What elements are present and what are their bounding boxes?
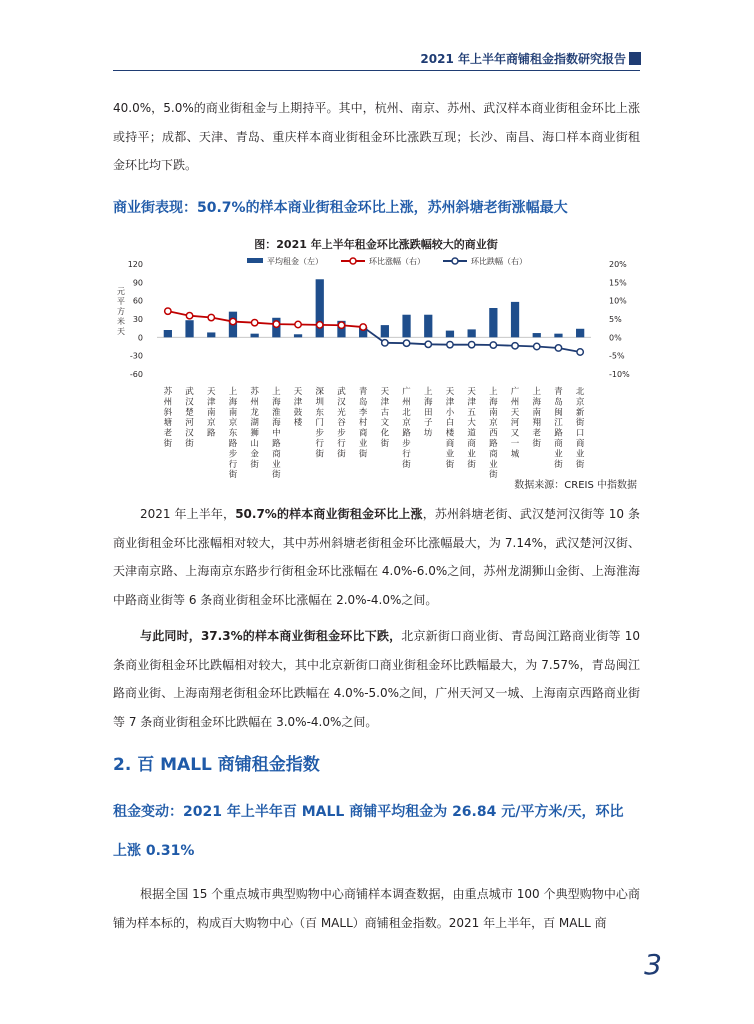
x-tick-label-char: 业 (358, 439, 368, 449)
x-tick-label-char: 湖 (250, 418, 259, 429)
y-tick-label: 120 (127, 260, 143, 269)
rise-rest: ，苏州斜塘老街、武汉楚河汉街等 10 条商业街租金环比涨幅相对较大，其中苏州斜塘老街租金环比涨幅最大，为 7.14%，武汉楚河汉街、天津南京路、上海南京东路步行街租金环比涨幅在 4.0%-6.0%之间，苏州龙湖狮山金街、上海淮海中路商业街等 6 条商业街租金环比涨幅在 2.0%-4.0%之间。 (113, 507, 640, 607)
x-tick-label-char: 步 (402, 439, 411, 449)
x-tick-label (185, 386, 194, 449)
x-tick-label-char: 上 (532, 387, 542, 397)
x-tick-label-char: 行 (402, 449, 411, 460)
x-tick-label-char: 南 (206, 407, 216, 418)
x-tick-label-char: 中 (272, 428, 281, 439)
x-tick-label-char: 街 (163, 439, 173, 449)
x-tick-label-char: 商 (554, 439, 563, 449)
x-tick-label-char: 海 (228, 397, 238, 408)
x-tick-label-char: 街 (575, 459, 585, 470)
x-tick-label (250, 386, 259, 470)
x-tick-label-char: 口 (575, 428, 585, 439)
fall-line (385, 343, 580, 352)
x-tick-label-char: 新 (575, 407, 585, 418)
fall-point (490, 342, 496, 348)
x-tick-label (424, 386, 433, 439)
x-tick-label-char: 古 (380, 407, 390, 418)
y2-tick-label: 10% (609, 296, 627, 306)
x-tick-label-char: 业 (445, 449, 455, 460)
x-tick-label-char: 南 (489, 407, 498, 418)
x-tick-label (576, 386, 585, 470)
x-tick-label-char: 淮 (272, 407, 281, 418)
x-tick-label (381, 387, 390, 449)
x-tick-label-char: 楚 (185, 407, 194, 418)
legend-marker-fall (452, 258, 458, 264)
x-tick-label-char: 路 (554, 428, 563, 439)
y-tick-label: 0 (137, 333, 143, 343)
x-tick-label-char: 广 (402, 387, 411, 397)
x-tick-label-char: 老 (532, 428, 542, 439)
rent-bar (294, 334, 302, 337)
x-tick-label-char: 村 (358, 418, 368, 429)
x-tick-label-char: 天 (467, 387, 476, 397)
x-tick-label-char: 武 (185, 387, 194, 397)
legend-label-fall: 环比跌幅（右） (471, 257, 527, 266)
x-tick-label-char: 深 (315, 387, 325, 397)
fall-point (512, 343, 518, 349)
x-tick-label (446, 387, 455, 470)
x-tick-label-char: 街 (228, 470, 238, 481)
x-tick-label-char: 津 (206, 397, 216, 408)
x-tick-label-char: 上 (489, 387, 498, 397)
rise-line (168, 311, 363, 327)
y-tick-label: 90 (132, 278, 143, 288)
y2-tick-label: 15% (609, 278, 627, 288)
rent-change-chart (113, 232, 640, 494)
x-tick-label-char: 路 (272, 439, 281, 449)
rise-point (230, 318, 236, 324)
x-tick-label-char: 业 (554, 449, 563, 460)
x-tick-label-char: 青 (554, 387, 563, 397)
fall-point (425, 341, 431, 347)
x-tick-label-char: 广 (510, 387, 520, 397)
rent-bar (446, 331, 454, 338)
x-tick-label (229, 386, 238, 480)
x-tick-label-char: 街 (554, 459, 563, 470)
rise-bold: 50.7%的样本商业街租金环比上涨 (235, 507, 423, 521)
legend-label-rent: 平均租金（左） (267, 257, 323, 266)
x-tick-label-char: 京 (575, 397, 585, 408)
x-tick-label-char: 化 (380, 428, 390, 439)
report-title-header: 2021 年上半年商铺租金指数研究报告 (420, 52, 626, 66)
x-tick-label-char: 楼 (445, 428, 455, 439)
y2-tick-label: 20% (609, 260, 627, 269)
x-tick-label-char: 金 (250, 449, 259, 460)
rise-point (251, 319, 257, 325)
y-tick-label: 30 (132, 315, 143, 324)
x-tick-label-char: 上 (228, 387, 238, 397)
x-tick-label-char: 街 (380, 439, 390, 449)
x-tick-label-char: 街 (272, 470, 281, 481)
x-tick-label-char: 商 (272, 449, 281, 460)
x-tick-label-char: 鼓 (293, 407, 303, 418)
chart-legend (247, 256, 527, 266)
x-tick-label-char: 街 (315, 449, 325, 460)
y-axis-label-char: 平 (117, 297, 125, 306)
x-tick-label-char: 一 (510, 439, 520, 449)
x-tick-label-char: 坊 (423, 428, 433, 439)
rise-point (186, 313, 192, 319)
x-tick-label-char: 翔 (532, 418, 542, 429)
x-tick-label-char: 光 (337, 407, 346, 418)
x-tick-label-char: 五 (467, 407, 476, 418)
paragraph-rise (113, 500, 640, 614)
x-tick-label-char: 青 (358, 387, 368, 397)
x-tick-label-char: 天 (445, 387, 455, 397)
x-tick-label (467, 387, 476, 470)
x-tick-label-char: 天 (510, 407, 520, 418)
x-tick-label-char: 江 (554, 418, 563, 429)
header-divider (113, 70, 640, 71)
x-tick-label-char: 街 (358, 449, 368, 460)
paragraph-fall (113, 622, 640, 736)
x-tick-label-char: 北 (402, 407, 411, 418)
x-tick-label-char: 苏 (163, 387, 173, 397)
x-tick-label-char: 天 (380, 387, 390, 397)
rent-bar (554, 334, 562, 338)
rent-bar (533, 333, 541, 337)
legend-marker-rise (350, 258, 356, 264)
x-tick-label-char: 上 (272, 387, 281, 397)
rent-bar (468, 329, 476, 337)
intro-paragraph: 40.0%，5.0%的商业街租金与上期持平。其中，杭州、南京、苏州、武汉样本商业街租金环比上涨或持平；成都、天津、青岛、重庆样本商业街租金环比涨跌互现；长沙、南昌、海口样本商业街租金环比均下跌。 (113, 101, 640, 172)
x-tick-label-char: 津 (445, 397, 455, 408)
x-tick-label-char: 又 (510, 428, 520, 439)
x-tick-label-char: 京 (489, 418, 498, 429)
x-tick-label (315, 387, 324, 459)
x-tick-label-char: 津 (380, 397, 390, 408)
chart-axes (117, 260, 630, 379)
rent-bar (185, 320, 193, 337)
x-tick-label-char: 楼 (293, 418, 303, 429)
fall-point (468, 341, 474, 347)
rent-bar (381, 325, 389, 337)
x-tick-label-char: 海 (272, 418, 281, 429)
x-tick-label-char: 路 (228, 439, 238, 449)
x-tick-label-char: 州 (510, 397, 520, 408)
chart-container (113, 232, 640, 494)
x-tick-label-char: 津 (293, 397, 303, 408)
subheading-commercial-street: 商业街表现：50.7%的样本商业街租金环比上涨，苏州斜塘老街涨幅最大 (113, 200, 568, 216)
rise-point (295, 321, 301, 327)
fall-point (555, 345, 561, 351)
x-tick-label-char: 州 (402, 397, 411, 408)
rent-bar (207, 332, 215, 337)
x-tick-label-char: 津 (467, 397, 476, 408)
y2-tick-label: 0% (609, 333, 622, 343)
x-tick-label-char: 行 (315, 439, 325, 449)
rent-bar (576, 329, 584, 338)
x-tick-label-char: 业 (272, 459, 281, 470)
x-tick-label-char: 州 (250, 397, 259, 408)
x-tick-label-char: 业 (575, 449, 585, 460)
x-tick-label (554, 386, 563, 470)
legend-swatch-rent (247, 258, 263, 263)
y2-tick-label: -10% (609, 370, 630, 379)
x-tick-label-char: 塘 (163, 418, 173, 429)
x-tick-label-char: 州 (163, 397, 173, 408)
x-tick-label-char: 北 (575, 387, 585, 397)
y-tick-label: -60 (129, 370, 143, 379)
y-axis-label-char: 方 (117, 307, 125, 316)
rent-bar (251, 334, 259, 338)
x-tick-label-char: 京 (228, 418, 238, 429)
x-tick-label-char: 街 (402, 459, 411, 470)
x-tick-label-char: 武 (337, 387, 346, 397)
x-tick-label (532, 386, 541, 449)
x-tick-label-char: 斜 (163, 407, 173, 418)
y-tick-label: 60 (132, 296, 143, 306)
x-tick-label-char: 闽 (554, 407, 563, 418)
rise-point (273, 321, 279, 327)
x-tick-label-char: 街 (467, 459, 476, 470)
x-tick-label-char: 圳 (315, 397, 325, 408)
y-axis-label (117, 287, 125, 336)
section-2-paragraph: 根据全国 15 个重点城市典型购物中心商铺样本调查数据，由重点城市 100 个典型购物中心商铺为样本标的，构成百大购物中心（百 MALL）商铺租金指数。2021 年上半年，百 MALL 商 (113, 887, 640, 930)
x-tick-label-char: 龙 (250, 407, 259, 418)
rise-lead: 2021 年上半年， (140, 507, 236, 521)
x-tick-label-char: 天 (293, 387, 303, 397)
x-tick-label-char: 海 (272, 397, 281, 408)
x-tick-label-char: 上 (423, 387, 433, 397)
x-tick-label (511, 386, 520, 459)
x-tick-label-char: 商 (445, 439, 455, 449)
x-tick-label-char: 步 (228, 449, 238, 460)
rise-point (317, 322, 323, 328)
section-2-subheading-line2: 上涨 0.31% (113, 843, 195, 859)
x-tick-label-char: 谷 (337, 418, 346, 429)
x-tick-label-char: 河 (510, 418, 520, 429)
x-tick-label-char: 行 (228, 459, 238, 470)
x-tick-label-char: 海 (489, 397, 498, 408)
x-tick-label-char: 路 (489, 439, 498, 449)
x-tick-label-char: 商 (575, 439, 585, 449)
x-tick-label-char: 南 (228, 407, 238, 418)
x-tick-label-char: 文 (380, 418, 390, 429)
x-tick-label (272, 386, 281, 480)
x-tick-label (337, 386, 346, 459)
fall-point (577, 349, 583, 355)
x-tick-label-char: 南 (532, 407, 542, 418)
x-tick-label-char: 街 (575, 418, 585, 429)
x-tick-label-char: 汉 (185, 428, 194, 439)
x-tick-label-char: 街 (445, 459, 455, 470)
x-tick-label-char: 行 (337, 439, 346, 449)
x-tick-label-char: 海 (423, 397, 433, 408)
y-axis-label-char: 元 (117, 287, 125, 296)
x-tick-label-char: 河 (185, 418, 194, 429)
x-tick-label (402, 386, 411, 470)
x-tick-label-char: 街 (489, 470, 498, 481)
x-tick-label (294, 387, 303, 428)
rise-point (208, 314, 214, 320)
x-tick-label (207, 387, 216, 439)
x-tick-label-char: 商 (489, 449, 498, 460)
x-tick-label-char: 京 (206, 418, 216, 429)
x-tick-label-char: 路 (402, 428, 411, 439)
x-tick-label-char: 狮 (250, 428, 259, 439)
x-tick-label-char: 街 (337, 449, 346, 460)
x-tick-label-char: 路 (206, 428, 216, 439)
chart-title: 图：2021 年上半年租金环比涨跌幅较大的商业街 (254, 238, 498, 251)
y2-tick-label: 5% (609, 315, 622, 324)
rent-bar (402, 315, 410, 338)
rise-point (360, 324, 366, 330)
x-tick-label-char: 田 (423, 407, 433, 418)
chart-bars (164, 279, 585, 337)
x-tick-label-char: 老 (163, 428, 173, 439)
rent-bar (511, 302, 519, 337)
x-tick-label-char: 山 (250, 439, 259, 449)
x-tick-label-char: 东 (228, 428, 238, 439)
rise-point (338, 322, 344, 328)
x-tick-label-char: 岛 (554, 397, 563, 408)
fall-point (534, 343, 540, 349)
x-tick-label-char: 海 (532, 397, 542, 408)
x-tick-label-char: 街 (250, 459, 259, 470)
x-tick-label-char: 西 (489, 428, 498, 439)
section-2-heading: 2. 百 MALL 商铺租金指数 (113, 755, 320, 775)
chart-lines (165, 308, 584, 355)
y-tick-label: -30 (129, 351, 143, 361)
rent-bar (424, 315, 432, 338)
y-axis-label-char: 天 (117, 327, 125, 336)
x-tick-label-char: 街 (185, 439, 194, 449)
rent-bar (164, 330, 172, 337)
rise-point (165, 308, 171, 314)
section-2-subheading-line1: 租金变动：2021 年上半年百 MALL 商铺平均租金为 26.84 元/平方米/天，环比 (113, 804, 624, 820)
x-tick-label-char: 街 (532, 439, 542, 449)
x-tick-label-char: 门 (315, 418, 325, 429)
y-axis-label-char: 米 (117, 317, 125, 326)
x-tick-label-char: 商 (358, 428, 368, 439)
x-tick-label-char: 子 (423, 418, 433, 429)
x-tick-label-char: 李 (358, 407, 368, 418)
y2-tick-label: -5% (609, 351, 625, 361)
x-tick-label-char: 商 (467, 439, 476, 449)
x-tick-label-char: 大 (467, 418, 476, 429)
fall-rest: 北京新街口商业街、青岛闽江路商业街等 10 条商业街租金环比跌幅相对较大，其中北京新街口商业街租金环比跌幅最大，为 7.57%，青岛闽江路商业街、上海南翔老街租金环比跌幅在 4.0%-5.0%之间，广州天河又一城、上海南京西路商业街等 7 条商业街租金环比跌幅在 3.0%-4.0%之间。 (113, 629, 640, 729)
x-tick-label-char: 京 (402, 418, 411, 429)
x-tick-label-char: 步 (315, 428, 325, 439)
fall-point (447, 341, 453, 347)
fall-bold: 与此同时，37.3%的样本商业街租金环比下跌， (140, 629, 402, 643)
x-tick-label-char: 小 (445, 407, 455, 418)
x-tick-label-char: 道 (467, 428, 476, 439)
x-tick-label (489, 386, 498, 480)
chart-x-labels (164, 386, 585, 480)
header-accent-block (629, 52, 641, 65)
x-tick-label-char: 汉 (185, 397, 194, 408)
chart-source: 数据来源：CREIS 中指数据 (514, 480, 637, 491)
legend-label-rise: 环比涨幅（右） (369, 257, 425, 266)
x-tick-label-char: 业 (467, 449, 476, 460)
fall-point (382, 340, 388, 346)
x-tick-label-char: 业 (489, 459, 498, 470)
x-tick-label-char: 苏 (250, 387, 259, 397)
x-tick-label-char: 岛 (358, 397, 368, 408)
x-tick-label-char: 步 (337, 428, 346, 439)
fall-point (403, 340, 409, 346)
x-tick-label-char: 东 (315, 407, 325, 418)
x-tick-label-char: 白 (445, 418, 455, 429)
x-tick-label-char: 天 (206, 387, 216, 397)
x-tick-label-char: 汉 (337, 397, 346, 408)
rent-bar (489, 308, 497, 337)
x-tick-label (359, 386, 368, 459)
x-tick-label-char: 城 (510, 449, 520, 460)
page-number: 3 (644, 948, 662, 981)
x-tick-label (164, 386, 173, 449)
